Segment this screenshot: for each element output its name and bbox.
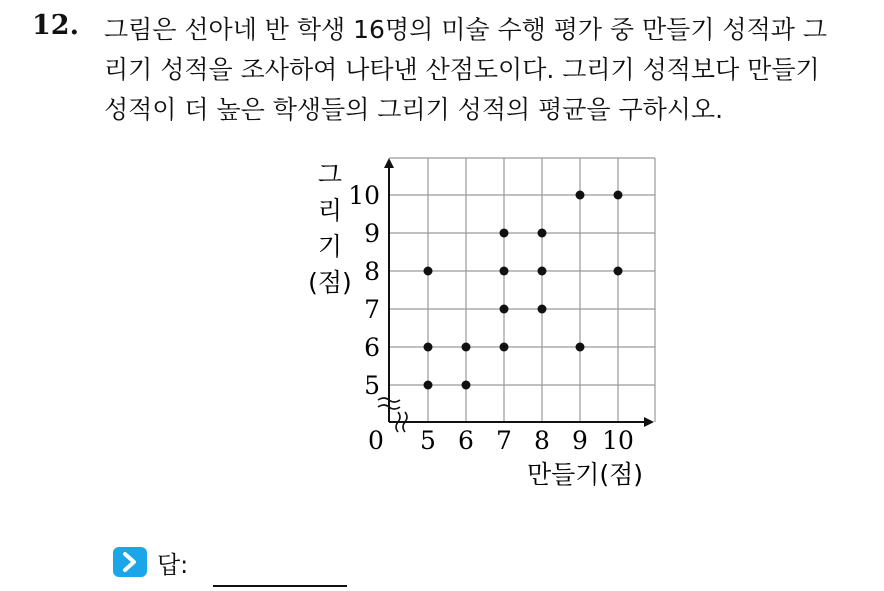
axes	[378, 160, 652, 432]
question-line: 그림은 선아네 반 학생 16명의 미술 수행 평가 중 만들기 성적과 그	[104, 15, 827, 44]
y-tick-label: 10	[348, 181, 380, 210]
y-axis-label-line: (점)	[308, 268, 352, 297]
data-point	[424, 381, 433, 390]
x-tick-label: 7	[496, 426, 512, 455]
x-tick-label: 10	[602, 426, 634, 455]
data-point	[462, 381, 471, 390]
data-point	[500, 229, 509, 238]
y-tick-label: 5	[364, 371, 380, 400]
data-point	[614, 191, 623, 200]
y-tick-label: 8	[364, 257, 380, 286]
x-tick-label: 6	[458, 426, 474, 455]
y-axis-label-line: 그	[317, 160, 343, 189]
y-axis-label-line: 리	[317, 196, 343, 225]
x-tick-label: 9	[572, 426, 588, 455]
data-point	[462, 343, 471, 352]
data-point	[424, 267, 433, 276]
data-point	[614, 267, 623, 276]
x-tick-label: 5	[420, 426, 436, 455]
data-point	[538, 229, 547, 238]
x-tick-label: 8	[534, 426, 550, 455]
data-point	[500, 305, 509, 314]
chevron-right-icon	[113, 547, 147, 577]
y-tick-label: 7	[364, 295, 380, 324]
data-point	[500, 267, 509, 276]
y-tick-label: 9	[364, 219, 380, 248]
question-line: 성적이 더 높은 학생들의 그리기 성적의 평균을 구하시오.	[104, 95, 724, 124]
data-point	[500, 343, 509, 352]
data-point	[538, 267, 547, 276]
tick-labels	[308, 160, 643, 489]
y-axis-label-line: 기	[317, 232, 343, 261]
question-number: 12.	[32, 10, 79, 41]
data-points	[424, 191, 623, 390]
question-line: 리기 성적을 조사하여 나타낸 산점도이다. 그리기 성적보다 만들기	[104, 55, 820, 84]
answer-label: 답:	[157, 551, 189, 579]
data-point	[576, 191, 585, 200]
data-point	[576, 343, 585, 352]
origin-label: 0	[368, 426, 384, 455]
x-axis-label: 만들기(점)	[526, 460, 644, 489]
data-point	[424, 343, 433, 352]
y-tick-label: 6	[364, 333, 380, 362]
data-point	[538, 305, 547, 314]
answer-blank[interactable]	[213, 585, 347, 587]
